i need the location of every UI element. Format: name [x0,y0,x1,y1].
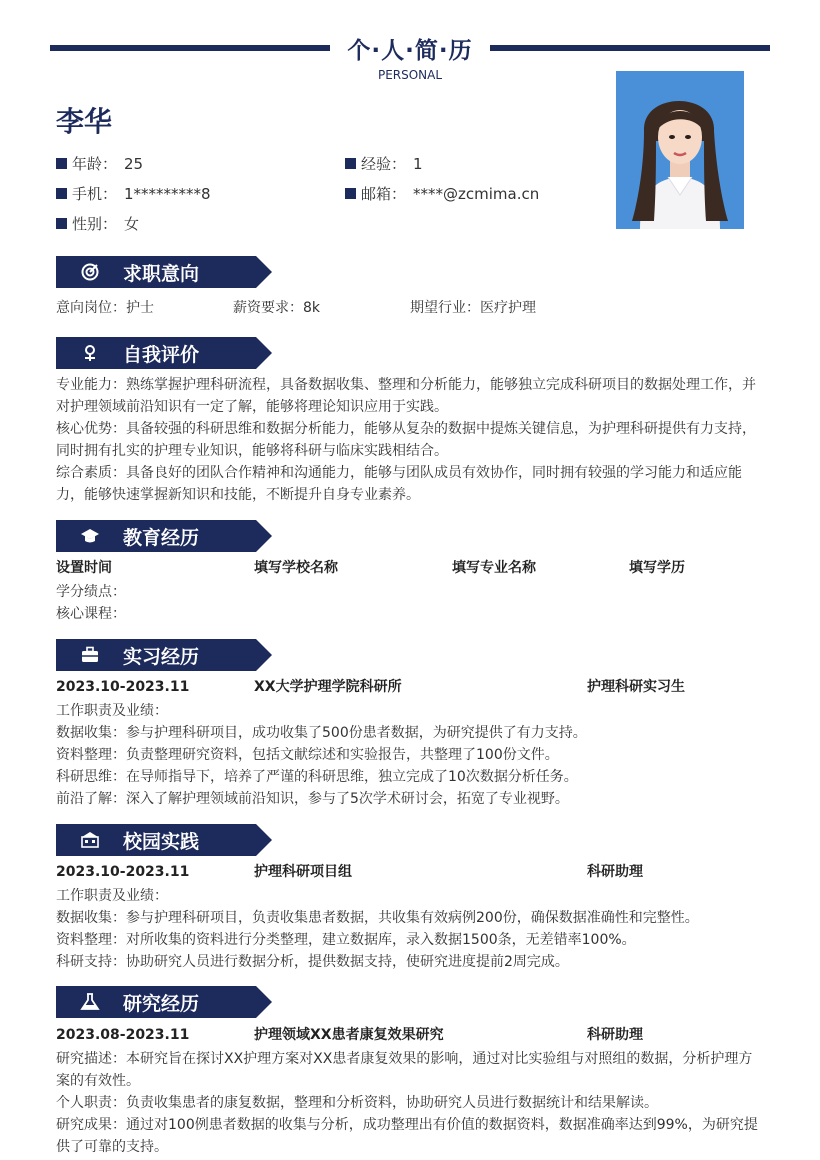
self-line: 力，能够快速掌握新知识和技能，不断提升自身专业素养。 [56,487,420,503]
self-line: 同时拥有扎实的护理专业知识，能够将科研与临床实践相结合。 [56,443,448,459]
intent-row [56,297,768,319]
bullet-square [56,188,67,199]
campus-header-row [56,861,768,883]
gender-value: 女 [124,215,140,233]
profile-photo [616,71,744,229]
bullet-square [345,158,356,169]
education-gpa: 学分绩点： [56,584,126,600]
briefcase-icon [80,646,100,664]
info-gender [56,213,139,234]
research-line: 研究描述：本研究旨在探讨XX护理方案对XX患者康复效果的影响，通过对比实验组与对照组的数据，分析护理方 [56,1051,753,1067]
internship-role: 护理科研实习生 [587,679,685,695]
gender-label: 性别： [72,215,118,233]
flask-icon [80,993,100,1011]
education-major: 填写专业名称 [452,560,536,576]
education-time: 设置时间 [56,560,112,576]
campus-date: 2023.10-2023.11 [56,864,190,880]
email-value: ****@zcmima.cn [413,184,540,203]
section-header-internship [56,639,272,671]
internship-org: XX大学护理学院科研所 [254,679,402,695]
section-header-intent [56,256,272,288]
internship-line: 工作职责及业绩： [56,703,168,719]
section-header-research [56,986,272,1018]
internship-date: 2023.10-2023.11 [56,679,190,695]
campus-line: 科研支持：协助研究人员进行数据分析，提供数据支持，使研究进度提前2周完成。 [56,954,569,970]
internship-line: 科研思维：在导师指导下，培养了严谨的科研思维，独立完成了10次数据分析任务。 [56,769,578,785]
section-title-self: 自我评价 [123,344,200,366]
research-project: 护理领域XX患者康复效果研究 [254,1027,444,1043]
intent-salary: 薪资要求：8k [233,300,321,316]
info-age [56,153,143,174]
campus-org: 护理科研项目组 [254,864,352,880]
education-header-row [56,557,768,579]
info-experience [345,153,423,174]
education-degree: 填写学历 [629,560,685,576]
info-email [345,183,539,204]
target-icon [80,263,100,281]
age-label: 年龄： [72,155,118,173]
self-line: 专业能力：熟练掌握护理科研流程，具备数据收集、整理和分析能力，能够独立完成科研项目的数据处理工作，并 [56,377,756,393]
phone-label: 手机： [72,185,118,203]
graduation-cap-icon [80,527,100,545]
research-line: 案的有效性。 [56,1073,140,1089]
experience-value: 1 [413,154,423,173]
building-icon [80,831,100,849]
internship-line: 资料整理：负责整理研究资料，包括文献综述和实验报告，共整理了100份文件。 [56,747,559,763]
campus-line: 资料整理：对所收集的资料进行分类整理，建立数据库，录入数据1500条，无差错率100%。 [56,932,636,948]
education-courses: 核心课程： [56,606,126,622]
title-rule-left [50,45,330,51]
section-title-education: 教育经历 [123,527,200,549]
title-rule-right [490,45,770,51]
section-title-research: 研究经历 [123,993,200,1015]
age-value: 25 [124,154,144,173]
section-header-self [56,337,272,369]
intent-industry: 期望行业：医疗护理 [410,300,536,316]
research-line: 个人职责：负责收集患者的康复数据，整理和分析资料，协助研究人员进行数据统计和结果解读。 [56,1095,658,1111]
email-label: 邮箱： [361,185,407,203]
section-title-intent: 求职意向 [123,263,200,285]
flower-icon [80,344,100,362]
internship-header-row [56,676,768,698]
bullet-square [56,218,67,229]
section-header-education [56,520,272,552]
resume-subtitle: PERSONAL [377,68,443,82]
section-header-campus [56,824,272,856]
campus-line: 数据收集：参与护理科研项目，负责收集患者数据，共收集有效病例200份，确保数据准确性和完整性。 [56,910,699,926]
campus-role: 科研助理 [587,864,643,880]
self-line: 对护理领域前沿知识有一定了解，能够将理论知识应用于实践。 [56,399,448,415]
campus-line: 工作职责及业绩： [56,888,168,904]
research-line: 研究成果：通过对100例患者数据的收集与分析，成功整理出有价值的数据资料，数据准确率达到99%，为研究提 [56,1117,758,1133]
resume-title: 个·人·简·历 [347,38,473,64]
candidate-name: 李华 [56,105,113,138]
bullet-square [56,158,67,169]
research-role: 科研助理 [587,1027,643,1043]
section-title-internship: 实习经历 [123,646,200,668]
self-line: 核心优势：具备较强的科研思维和数据分析能力，能够从复杂的数据中提炼关键信息，为护理科研提供有力支持， [56,421,756,437]
internship-line: 数据收集：参与护理科研项目，成功收集了500份患者数据，为研究提供了有力支持。 [56,725,587,741]
intent-position: 意向岗位：护士 [56,300,154,316]
section-title-campus: 校园实践 [123,831,200,853]
research-header-row [56,1024,768,1046]
bullet-square [345,188,356,199]
education-school: 填写学校名称 [254,560,338,576]
info-phone [56,183,211,204]
experience-label: 经验： [361,155,407,173]
phone-value: 1*********8 [124,184,211,203]
internship-line: 前沿了解：深入了解护理领域前沿知识，参与了5次学术研讨会，拓宽了专业视野。 [56,791,569,807]
research-line: 供了可靠的支持。 [56,1139,168,1155]
research-date: 2023.08-2023.11 [56,1027,190,1043]
self-line: 综合素质：具备良好的团队合作精神和沟通能力，能够与团队成员有效协作，同时拥有较强的学习能力和适应能 [56,465,742,481]
